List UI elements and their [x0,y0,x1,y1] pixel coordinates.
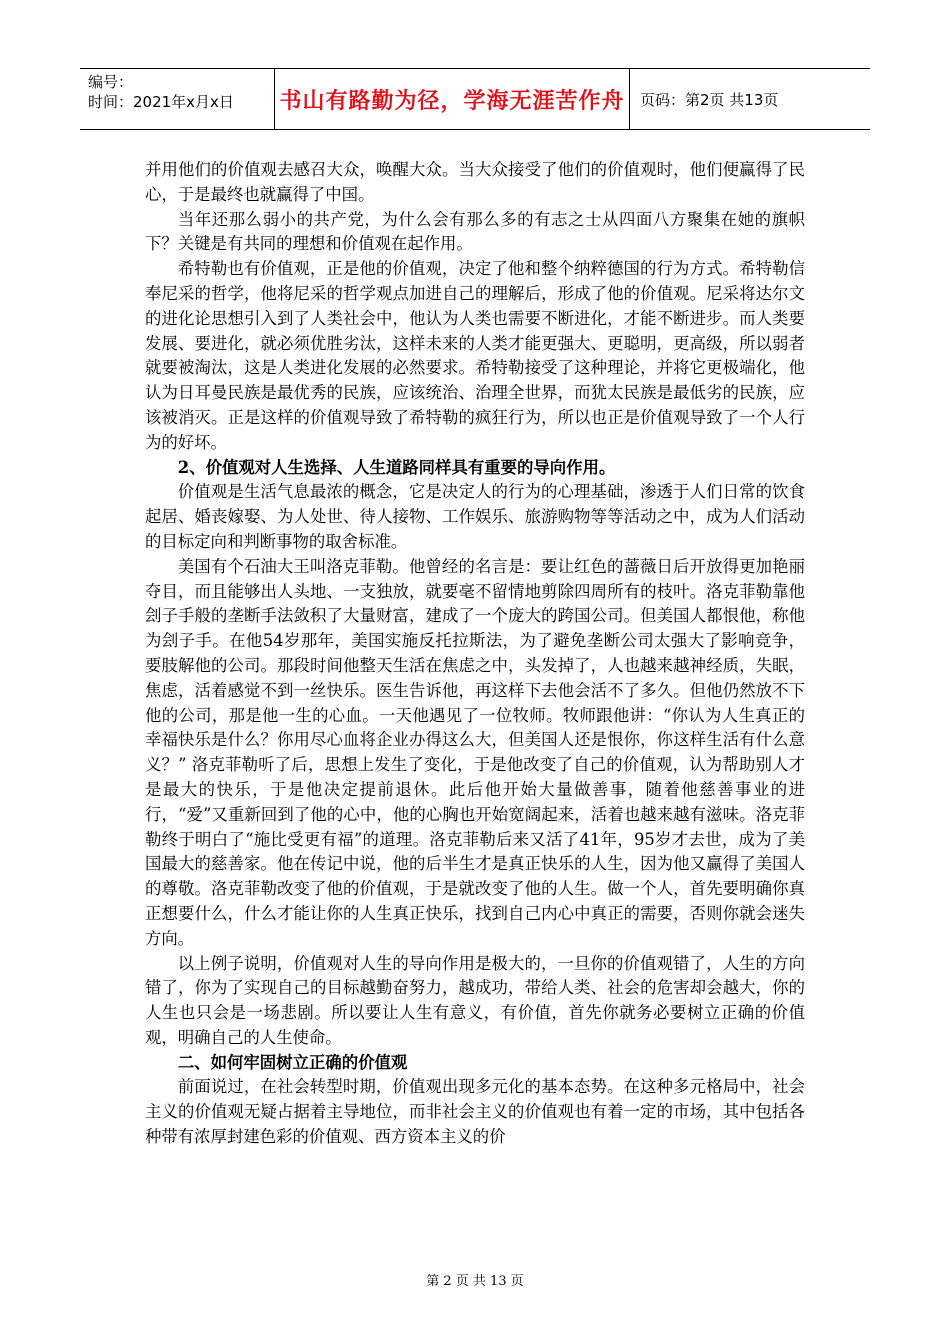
section-heading: 2、价值观对人生选择、人生道路同样具有重要的导向作用。 [177,457,616,477]
page-header [80,68,870,130]
body-paragraph: 当年还那么弱小的共产党，为什么会有那么多的有志之士从四面八方聚集在她的旗帜下？关键是有共同的理想和价值观在起作用。 [145,209,805,254]
header-motto: 书山有路勤为径，学海无涯苦作舟 [275,69,630,129]
header-meta [80,69,275,129]
document-number-label: 编号： [88,73,134,91]
body-paragraph: 并用他们的价值观去感召大众，唤醒大众。当大众接受了他们的价值观时，他们便赢得了民心，于是最终也就赢得了中国。 [145,160,805,204]
page-footer: 第 2 页 共 13 页 [426,1274,524,1289]
header-page-info: 页码：第2页 共13页 [640,90,779,109]
body-paragraph: 以上例子说明，价值观对人生的导向作用是极大的，一旦你的价值观错了，人生的方向错了，你为了实现自己的目标越勤奋努力，越成功，带给人类、社会的危害却会越大，你的人生也只会是一场悲剧。所以要让人生有意义，有价值，首先你就务必要树立正确的价值观，明确自己的人生使命。 [145,953,805,1047]
body-paragraph: 希特勒也有价值观，正是他的价值观，决定了他和整个纳粹德国的行为方式。希特勒信奉尼采的哲学，他将尼采的哲学观点加进自己的理解后，形成了他的价值观。尼采将达尔文的进化论思想引入到了人类社会中，他认为人类也需要不断进化，才能不断进步。而人类要发展、要进化，就必须优胜劣汰，这样未来的人类才能更强大、更聪明，更高级，所以弱者就要被淘汰，这是人类进化发展的必然要求。希特勒接受了这种理论，并将它更极端化，他认为日耳曼民族是最优秀的民族，应该统治、治理全世界，而犹太民族是最低劣的民族，应该被消灭。正是这样的价值观导致了希特勒的疯狂行为，所以也正是价值观导致了一个人行为的好坏。 [145,259,805,452]
body-paragraph: 价值观是生活气息最浓的概念，它是决定人的行为的心理基础，渗透于人们日常的饮食起居、婚丧嫁娶、为人处世、待人接物、工作娱乐、旅游购物等等活动之中，成为人们活动的目标定向和判断事物的取舍标准。 [145,482,805,551]
section-heading: 二、如何牢固树立正确的价值观 [177,1052,408,1072]
body-paragraph: 美国有个石油大王叫洛克菲勒。他曾经的名言是：要让红色的蔷薇日后开放得更加艳丽夺目，而且能够出人头地、一支独放，就要毫不留情地剪除四周所有的枝叶。洛克菲勒靠他刽子手般的垄断手法敛积了大量财富，建成了一个庞大的跨国公司。但美国人都恨他，称他为刽子手。在他54岁那年，美国实施反托拉斯法，为了避免垄断公司太强大了影响竞争，要肢解他的公司。那段时间他整天生活在焦虑之中，头发掉了，人也越来越神经质，失眠，焦虑，活着感觉不到一丝快乐。医生告诉他，再这样下去他会活不了多久。但他仍然放不下他的公司，那是他一生的心血。一天他遇见了一位牧师。牧师跟他讲：“你认为人生真正的幸福快乐是什么？你用尽心血将企业办得这么大，但美国人还是恨你，你这样生活有什么意义？” 洛克菲勒听了后，思想上发生了变化，于是他改变了自己的价值观，认为帮助别人才是最大的快乐，于是他决定提前退休。此后他开始大量做善事，随着他慈善事业的进行，“爱”又重新回到了他的心中，他的心胸也开始宽阔起来，活着也越来越有滋味。洛克菲勒终于明白了“施比受更有福”的道理。洛克菲勒后来又活了41年，95岁才去世，成为了美国最大的慈善家。他在传记中说，他的后半生才是真正快乐的人生，因为他又赢得了美国人的尊敬。洛克菲勒改变了他的价值观，于是就改变了他的人生。做一个人，首先要明确你真正想要什么，什么才能让你的人生真正快乐，找到自己内心中真正的需要，否则你就会迷失方向。 [145,556,805,948]
body-paragraph: 前面说过，在社会转型时期，价值观出现多元化的基本态势。在这种多元格局中，社会主义的价值观无疑占据着主导地位，而非社会主义的价值观也有着一定的市场，其中包括各种带有浓厚封建色彩的价值观、西方资本主义的价 [145,1077,805,1147]
document-time-label: 时间：2021年x月x日 [88,93,234,111]
document-body [145,158,805,1150]
